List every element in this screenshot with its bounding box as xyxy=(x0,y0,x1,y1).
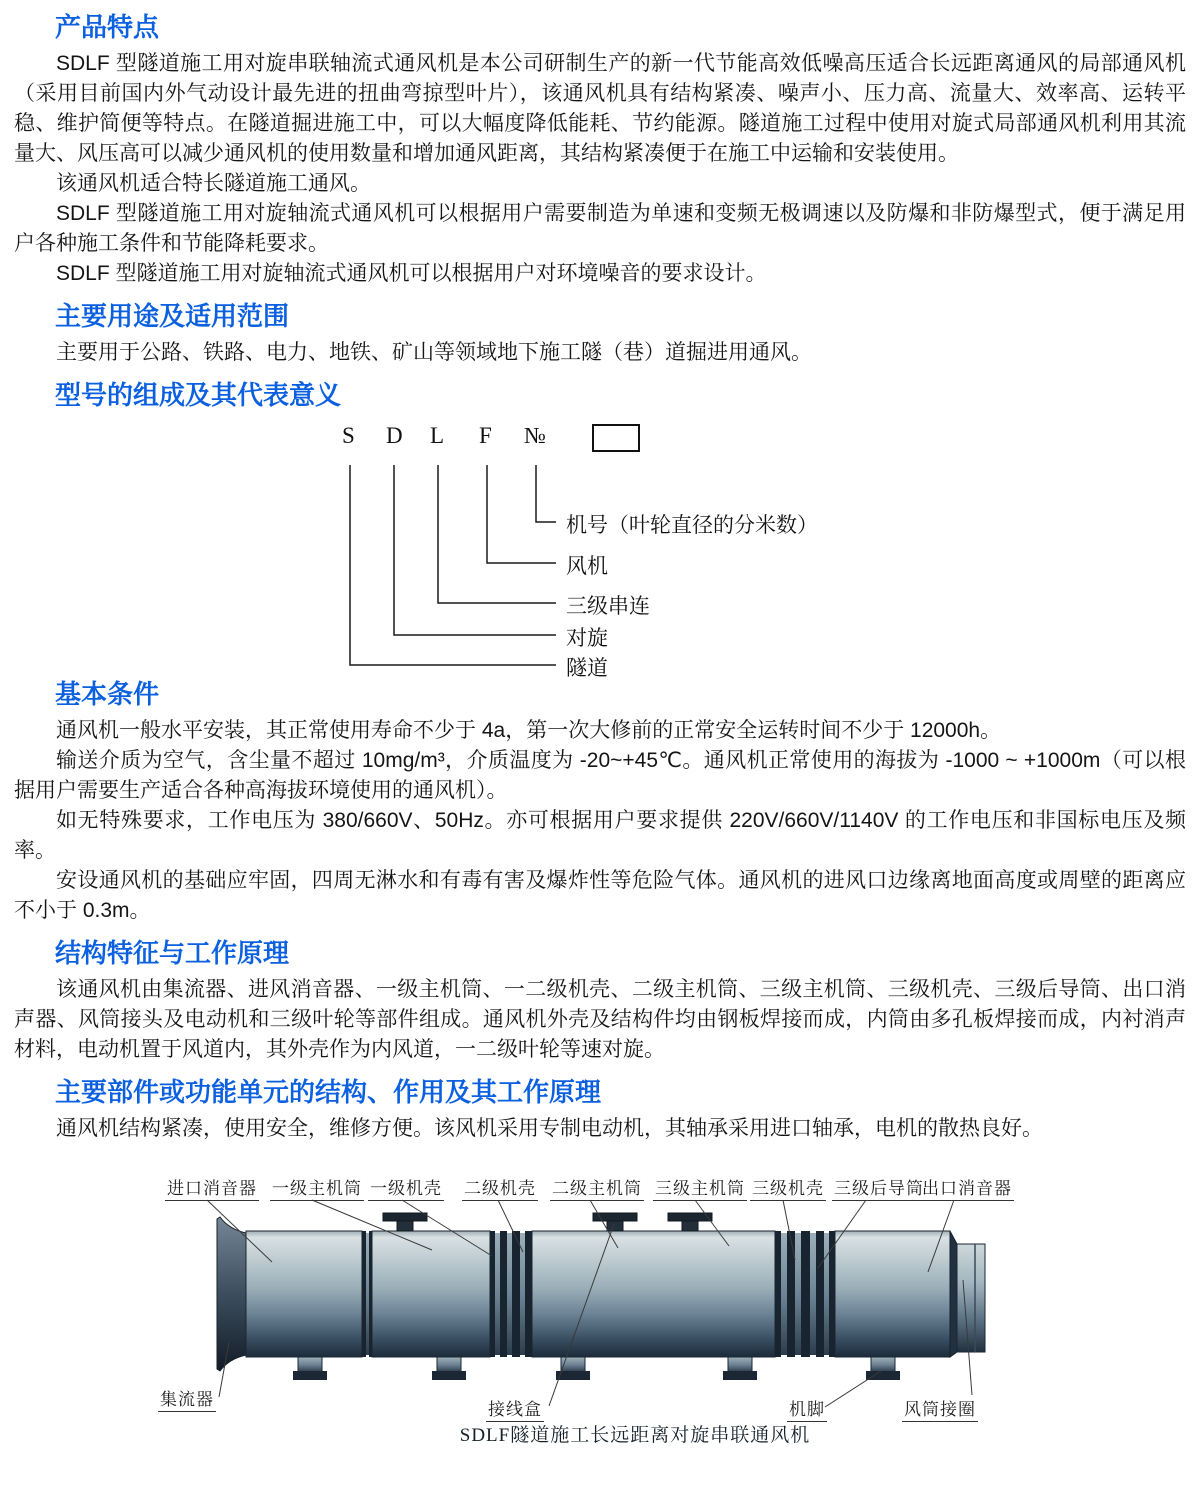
figure-label-stage2-main-barrel: 二级主机筒 xyxy=(550,1174,644,1201)
casing-sections xyxy=(246,1231,950,1357)
model-letter-no: № xyxy=(524,423,546,448)
figure-label-junction-box: 接线盒 xyxy=(486,1395,544,1422)
figure-label-stage3-casing: 三级机壳 xyxy=(750,1174,826,1201)
section-heading-basics: 基本条件 xyxy=(55,679,160,709)
model-composition-diagram xyxy=(0,417,1200,679)
section-heading-features: 产品特点 xyxy=(55,12,160,42)
section-heading-structure: 结构特征与工作原理 xyxy=(55,938,290,968)
figure-label-stage2-casing: 二级机壳 xyxy=(462,1174,538,1201)
model-label-counter-rotating: 对旋 xyxy=(566,626,608,650)
paragraph: 主要用于公路、铁路、电力、地铁、矿山等领域地下施工隧（巷）道掘进用通风。 xyxy=(56,341,812,364)
figure-label-stage3-rear-guide: 三级后导筒 xyxy=(832,1174,926,1201)
figure-label-outlet-silencer: 出口消音器 xyxy=(920,1174,1014,1201)
section-heading-components: 主要部件或功能单元的结构、作用及其工作原理 xyxy=(55,1077,602,1107)
model-letter-l: L xyxy=(430,423,445,448)
paragraph: SDLF 型隧道施工用对旋轴流式通风机可以根据用户需要制造为单速和变频无极调速以及防爆和非防爆型式，便于满足用户各种施工条件和节能降耗要求。 xyxy=(14,202,1186,255)
paragraph: 如无特殊要求，工作电压为 380/660V、50Hz。亦可根据用户要求提供 220V/660V/1140V 的工作电压和非国标电压及频率。 xyxy=(14,809,1186,862)
paragraph: SDLF 型隧道施工用对旋串联轴流式通风机是本公司研制生产的新一代节能高效低噪高压适合长远距离通风的局部通风机（采用目前国内外气动设计最先进的扭曲弯掠型叶片），该通风机具有结构紧凑、噪声小、压力高、流量大、效率高、运转平稳、维护简便等特点。在隧道掘进施工中，可以大幅度降低能耗、节约能源。隧道施工过程中使用对旋式局部通风机利用其流量大、风压高可以减少通风机的使用数量和增加通风距离，其结构紧凑便于在施工中运输和安装使用。 xyxy=(14,52,1186,165)
section-heading-model: 型号的组成及其代表意义 xyxy=(55,380,342,410)
figure-label-stage1-casing: 一级机壳 xyxy=(368,1174,444,1201)
figure-label-machine-foot: 机脚 xyxy=(787,1395,827,1422)
model-label-fan: 风机 xyxy=(566,554,608,578)
figure-label-duct-ring: 风筒接圈 xyxy=(902,1395,978,1422)
figure-label-stage3-main-barrel: 三级主机筒 xyxy=(653,1174,747,1201)
model-letter-d: D xyxy=(386,423,403,448)
fan-assembly-figure xyxy=(0,1160,1200,1460)
model-label-three-stage-series: 三级串连 xyxy=(566,594,650,618)
inlet-bell xyxy=(217,1217,246,1371)
section-heading-usage: 主要用途及适用范围 xyxy=(55,301,290,331)
model-label-fan-number: 机号（叶轮直径的分米数） xyxy=(566,513,818,537)
paragraph: 通风机一般水平安装，其正常使用寿命不少于 4a，第一次大修前的正常安全运转时间不少于 12000h。 xyxy=(56,719,1002,742)
paragraph: 通风机结构紧凑，使用安全，维修方便。该风机采用专制电动机，其轴承采用进口轴承，电机的散热良好。 xyxy=(56,1117,1043,1140)
figure-label-collector: 集流器 xyxy=(158,1385,216,1412)
fan-drawing-svg xyxy=(0,1160,1200,1460)
mounting-feet xyxy=(293,1357,900,1380)
paragraph: SDLF 型隧道施工用对旋轴流式通风机可以根据用户对环境噪音的要求设计。 xyxy=(56,262,767,285)
paragraph: 输送介质为空气，含尘量不超过 10mg/m³，介质温度为 -20~+45℃。通风机正常使用的海拔为 -1000 ~ +1000m（可以根据用户需要生产适合各种高海拔环境使用的通风机）。 xyxy=(14,749,1186,802)
figure-label-inlet-silencer: 进口消音器 xyxy=(165,1174,259,1201)
paragraph: 该通风机由集流器、进风消音器、一级主机筒、一二级机壳、二级主机筒、三级主机筒、三级机壳、三级后导筒、出口消声器、风筒接头及电动机和三级叶轮等部件组成。通风机外壳及结构件均由钢板焊接而成，内筒由多孔板焊接而成，内衬消声材料，电动机置于风道内，其外壳作为内风道，一二级叶轮等速对旋。 xyxy=(14,978,1186,1061)
paragraph: 安设通风机的基础应牢固，四周无淋水和有毒有害及爆炸性等危险气体。通风机的进风口边缘离地面高度或周壁的距离应不小于 0.3m。 xyxy=(14,869,1186,922)
model-letter-s: S xyxy=(342,423,355,448)
junction-boxes xyxy=(383,1213,712,1231)
figure-caption: SDLF隧道施工长远距离对旋串联通风机 xyxy=(459,1425,811,1446)
model-number-box xyxy=(592,424,640,452)
model-label-tunnel: 隧道 xyxy=(566,656,608,680)
model-letter-f: F xyxy=(479,423,492,448)
paragraph: 该通风机适合特长隧道施工通风。 xyxy=(56,172,371,195)
figure-label-stage1-main-barrel: 一级主机筒 xyxy=(270,1174,364,1201)
